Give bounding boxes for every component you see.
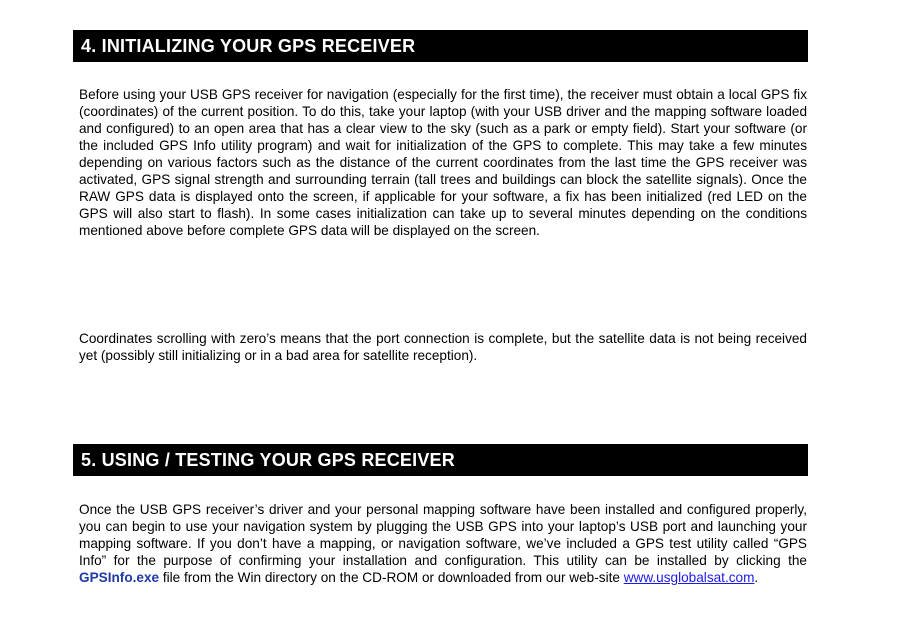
section-4-paragraph-1: Before using your USB GPS receiver for navigation (especially for the first time), the receiver must obtain a local GPS fix (coordinates) of the current position. To do this, take your laptop (with your USB driver and the mapping software loaded and configured) to an open area that has a clear view to the sky (such as a park or empty field). Start your software (or the included GPS Info utility program) and wait for initialization of the GPS to complete. This may take a few minutes depending on various factors such as the distance of the current coordinates from the last time the GPS receiver was activated, GPS signal strength and surrounding terrain (tall trees and buildings can block the satellite signals). Once the RAW GPS data is displayed onto the screen, if applicable for your software, a fix has been initialized (red LED on the GPS will also start to flash). In some cases initialization can take up to several minutes depending on the conditions mentioned above before complete GPS data will be displayed on the screen. — [79, 87, 807, 238]
section-5-text-end: . — [754, 570, 759, 585]
section-4-heading: 4. INITIALIZING YOUR GPS RECEIVER — [73, 30, 808, 62]
section-4-paragraph-2: Coordinates scrolling with zero’s means that the port connection is complete, but the satellite data is not being received yet (possibly still initializing or in a bad area for satellite reception). — [79, 331, 807, 363]
section-5-text-start: Once the USB GPS receiver’s driver and your personal mapping software have been installed and configured properly, you can begin to use your navigation system by plugging the USB GPS into your laptop’s USB port and launching your mapping software. If you don’t have a mapping, or navigation software, we’ve included a GPS test utility called “GPS Info” for the purpose of confirming your installation and configuration. This utility can be installed by clicking the — [79, 502, 807, 568]
gpsinfo-exe-filename: GPSInfo.exe — [79, 570, 160, 585]
website-link[interactable]: www.usglobalsat.com — [623, 570, 755, 585]
section-5-heading: 5. USING / TESTING YOUR GPS RECEIVER — [73, 444, 808, 476]
section-5-paragraph — [79, 501, 807, 586]
section-5-text-middle: file from the Win directory on the CD-ROM or downloaded from our web-site — [159, 570, 624, 585]
